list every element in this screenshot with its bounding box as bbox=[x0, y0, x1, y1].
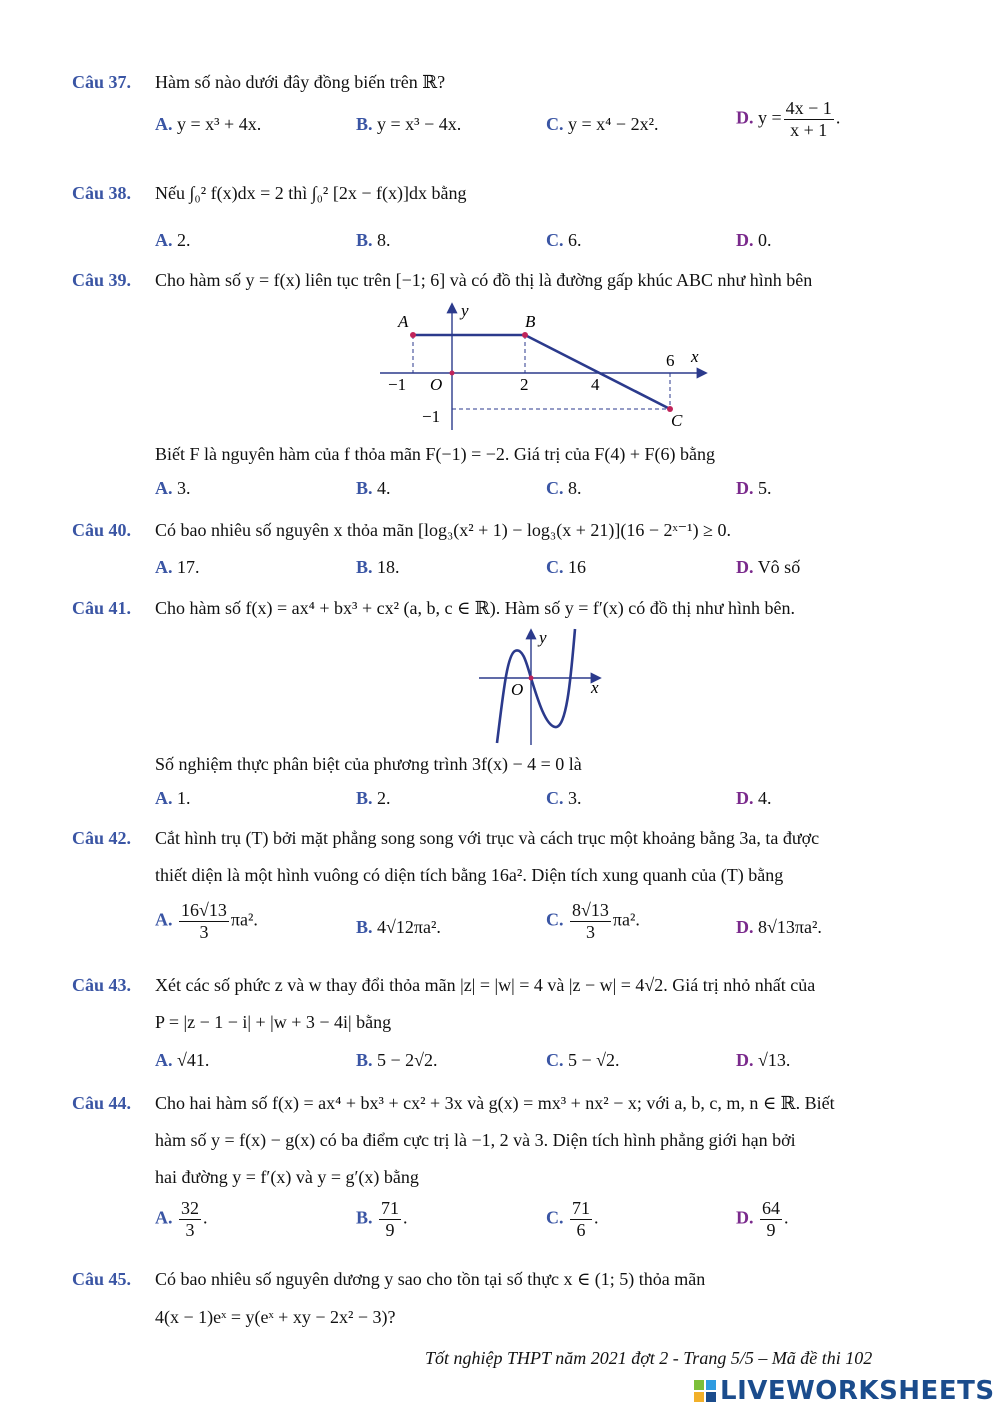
option-letter: A. bbox=[155, 1050, 173, 1070]
option-letter: C. bbox=[546, 788, 564, 808]
fraction bbox=[784, 98, 834, 140]
option-text: √41. bbox=[177, 1050, 210, 1070]
fraction bbox=[760, 1198, 782, 1240]
option-letter: D. bbox=[736, 1050, 754, 1070]
q42-option-d[interactable] bbox=[736, 917, 822, 938]
tick-4: 4 bbox=[591, 375, 600, 394]
numerator: 64 bbox=[762, 1198, 780, 1218]
label-o: O bbox=[511, 680, 524, 699]
denominator: 9 bbox=[385, 1219, 395, 1240]
option-letter: D. bbox=[736, 557, 754, 577]
q38-option-d[interactable] bbox=[736, 230, 772, 251]
question-38-stem: Nếu ∫₀² f(x)dx = 2 thì ∫₀² [2x − f(x)]dx bằng bbox=[155, 183, 467, 203]
label-x: x bbox=[591, 678, 599, 697]
origin-point bbox=[529, 676, 534, 681]
denominator: 6 bbox=[576, 1219, 586, 1240]
option-letter: B. bbox=[356, 788, 373, 808]
q39-option-b[interactable] bbox=[356, 478, 391, 499]
option-letter: B. bbox=[356, 917, 373, 937]
q42-option-b[interactable] bbox=[356, 917, 441, 938]
question-44-line2: hàm số y = f(x) − g(x) có ba điểm cực trị là −1, 2 và 3. Diện tích hình phẳng giới hạn bởi bbox=[155, 1130, 796, 1150]
q37-option-c[interactable] bbox=[546, 114, 658, 135]
option-text: . bbox=[594, 1207, 599, 1228]
label-b: B bbox=[525, 312, 536, 331]
denominator: 3 bbox=[199, 921, 209, 942]
option-letter: C. bbox=[546, 1207, 564, 1228]
q37-option-a[interactable] bbox=[155, 114, 261, 135]
option-text: 3. bbox=[177, 478, 191, 498]
q41-option-c[interactable] bbox=[546, 788, 582, 809]
option-letter: C. bbox=[546, 230, 564, 250]
q40-option-a[interactable] bbox=[155, 557, 200, 578]
option-text: 5 − √2. bbox=[568, 1050, 620, 1070]
numerator: 16√13 bbox=[181, 900, 227, 920]
option-text: y = x³ − 4x. bbox=[377, 114, 462, 134]
question-42-line2: thiết diện là một hình vuông có diện tích bằng 16a². Diện tích xung quanh của (T) bằng bbox=[155, 865, 784, 885]
option-letter: D. bbox=[736, 478, 754, 498]
label-a: A bbox=[398, 312, 409, 331]
option-letter: C. bbox=[546, 1050, 564, 1070]
q43-option-b[interactable] bbox=[356, 1050, 438, 1071]
option-letter: B. bbox=[356, 557, 373, 577]
question-37-label: Câu 37. bbox=[72, 72, 132, 92]
option-text: 0. bbox=[758, 230, 772, 250]
option-letter: D. bbox=[736, 1207, 754, 1228]
fraction bbox=[570, 900, 611, 942]
question-43-line1: Xét các số phức z và w thay đổi thỏa mãn |z| = |w| = 4 và |z − w| = 4√2. Giá trị nhỏ nhất của bbox=[155, 975, 816, 995]
question-40-label: Câu 40. bbox=[72, 520, 132, 540]
option-text: Vô số bbox=[757, 557, 801, 577]
liveworksheets-logo[interactable] bbox=[694, 1376, 995, 1406]
option-text: . bbox=[784, 1207, 789, 1228]
option-text: 5. bbox=[758, 478, 772, 498]
q37-option-d[interactable] bbox=[736, 98, 840, 140]
q43-option-c[interactable] bbox=[546, 1050, 620, 1071]
question-45-line1: Có bao nhiêu số nguyên dương y sao cho tồn tại số thực x ∈ (1; 5) thỏa mãn bbox=[155, 1269, 706, 1289]
q44-option-d[interactable] bbox=[736, 1198, 789, 1240]
option-text: 2. bbox=[377, 788, 391, 808]
point-b bbox=[522, 332, 528, 338]
numerator: 71 bbox=[572, 1198, 590, 1218]
question-42-label: Câu 42. bbox=[72, 828, 132, 848]
question-37-stem: Hàm số nào dưới đây đồng biến trên ℝ? bbox=[155, 72, 446, 92]
option-text: 8√13πa². bbox=[758, 917, 822, 937]
question-43-line2: P = |z − 1 − i| + |w + 3 − 4i| bằng bbox=[155, 1012, 392, 1032]
option-text: 1. bbox=[177, 788, 191, 808]
numerator: 4x − 1 bbox=[785, 98, 832, 118]
option-text: 3. bbox=[568, 788, 582, 808]
option-letter: D. bbox=[736, 107, 754, 128]
question-45-line2: 4(x − 1)eˣ = y(eˣ + xy − 2x² − 3)? bbox=[155, 1307, 396, 1327]
numerator: 32 bbox=[181, 1198, 199, 1218]
option-letter: C. bbox=[546, 557, 564, 577]
option-text: 18. bbox=[377, 557, 400, 577]
option-text: y = x⁴ − 2x². bbox=[568, 114, 659, 134]
option-letter: C. bbox=[546, 114, 564, 134]
page-footer: Tốt nghiệp THPT năm 2021 đợt 2 - Trang 5/5 – Mã đề thi 102 bbox=[425, 1348, 873, 1368]
option-text: y = bbox=[758, 107, 782, 128]
q37-option-b[interactable] bbox=[356, 114, 461, 135]
question-41-label: Câu 41. bbox=[72, 598, 132, 618]
label-x: x bbox=[691, 347, 699, 366]
question-44-label: Câu 44. bbox=[72, 1093, 132, 1113]
option-text: . bbox=[835, 107, 841, 128]
option-letter: C. bbox=[546, 909, 564, 930]
tick-2: 2 bbox=[520, 375, 529, 394]
q44-option-a[interactable] bbox=[155, 1198, 208, 1240]
q41-graph bbox=[475, 625, 605, 747]
denominator: 3 bbox=[185, 1219, 195, 1240]
option-letter: A. bbox=[155, 230, 173, 250]
label-o: O bbox=[430, 375, 443, 394]
option-text: πa². bbox=[230, 909, 258, 930]
q42-option-a[interactable] bbox=[155, 900, 258, 942]
question-38-label: Câu 38. bbox=[72, 183, 132, 203]
option-text: 17. bbox=[177, 557, 200, 577]
numerator: 8√13 bbox=[572, 900, 609, 920]
q38-option-b[interactable] bbox=[356, 230, 391, 251]
option-letter: B. bbox=[356, 114, 373, 134]
option-letter: A. bbox=[155, 788, 173, 808]
q43-option-a[interactable] bbox=[155, 1050, 209, 1071]
derivative-curve bbox=[497, 629, 575, 743]
q39-option-d[interactable] bbox=[736, 478, 772, 499]
option-letter: A. bbox=[155, 557, 173, 577]
q41-option-a[interactable] bbox=[155, 788, 191, 809]
option-text: 8. bbox=[568, 478, 582, 498]
q44-option-b[interactable] bbox=[356, 1198, 408, 1240]
option-letter: D. bbox=[736, 917, 754, 937]
question-44-line3: hai đường y = f′(x) và y = g′(x) bằng bbox=[155, 1167, 419, 1187]
q42-option-c[interactable] bbox=[546, 900, 640, 942]
liveworksheets-logo-icon bbox=[694, 1380, 716, 1402]
option-letter: D. bbox=[736, 230, 754, 250]
option-text: 16 bbox=[568, 557, 586, 577]
q40-option-d[interactable] bbox=[736, 557, 800, 578]
option-text: y = x³ + 4x. bbox=[177, 114, 262, 134]
origin-point bbox=[450, 371, 455, 376]
q38-option-c[interactable] bbox=[546, 230, 582, 251]
option-text: 6. bbox=[568, 230, 582, 250]
q41-option-b[interactable] bbox=[356, 788, 391, 809]
option-text: √13. bbox=[758, 1050, 791, 1070]
denominator: x + 1 bbox=[790, 119, 828, 140]
option-text: πa². bbox=[612, 909, 640, 930]
question-39-follow: Biết F là nguyên hàm của f thỏa mãn F(−1) = −2. Giá trị của F(4) + F(6) bằng bbox=[155, 444, 715, 464]
q38-option-a[interactable] bbox=[155, 230, 191, 251]
option-letter: A. bbox=[155, 1207, 173, 1228]
question-42-line1: Cắt hình trụ (T) bởi mặt phẳng song song với trục và cách trục một khoảng bằng 3a, ta được bbox=[155, 828, 820, 848]
option-letter: A. bbox=[155, 478, 173, 498]
q40-option-b[interactable] bbox=[356, 557, 400, 578]
numerator: 71 bbox=[381, 1198, 400, 1218]
q39-option-c[interactable] bbox=[546, 478, 582, 499]
option-text: . bbox=[403, 1207, 408, 1228]
option-letter: A. bbox=[155, 909, 173, 930]
option-text: 4. bbox=[377, 478, 391, 498]
option-text: 8. bbox=[377, 230, 391, 250]
q44-option-c[interactable] bbox=[546, 1198, 599, 1240]
option-text: 4. bbox=[758, 788, 772, 808]
option-text: 5 − 2√2. bbox=[377, 1050, 438, 1070]
question-43-label: Câu 43. bbox=[72, 975, 132, 995]
label-y: y bbox=[539, 628, 547, 647]
option-letter: C. bbox=[546, 478, 564, 498]
tick-y-neg1: −1 bbox=[422, 407, 441, 426]
option-letter: D. bbox=[736, 788, 754, 808]
question-40-stem: Có bao nhiêu số nguyên x thỏa mãn [log₃(x² + 1) − log₃(x + 21)](16 − 2ˣ⁻¹) ≥ 0. bbox=[155, 520, 731, 540]
fraction bbox=[570, 1198, 592, 1240]
option-letter: B. bbox=[356, 1207, 373, 1228]
tick-neg1: −1 bbox=[388, 375, 407, 394]
question-41-stem: Cho hàm số f(x) = ax⁴ + bx³ + cx² (a, b, c ∈ ℝ). Hàm số y = f′(x) có đồ thị như hình bên. bbox=[155, 598, 796, 618]
option-letter: B. bbox=[356, 478, 373, 498]
liveworksheets-wordmark: LIVEWORKSHEETS bbox=[720, 1376, 995, 1406]
option-letter: A. bbox=[155, 114, 173, 134]
question-39-stem: Cho hàm số y = f(x) liên tục trên [−1; 6] và có đồ thị là đường gấp khúc ABC như hình bên bbox=[155, 270, 813, 290]
option-letter: B. bbox=[356, 1050, 373, 1070]
label-y: y bbox=[461, 301, 469, 320]
fraction bbox=[179, 900, 229, 942]
question-41-follow: Số nghiệm thực phân biệt của phương trình 3f(x) − 4 = 0 là bbox=[155, 754, 582, 774]
question-39-label: Câu 39. bbox=[72, 270, 132, 290]
option-text: 4√12πa². bbox=[377, 917, 441, 937]
point-a bbox=[410, 332, 416, 338]
denominator: 9 bbox=[766, 1219, 776, 1240]
q43-option-d[interactable] bbox=[736, 1050, 790, 1071]
fraction bbox=[179, 1198, 201, 1240]
label-c: C bbox=[671, 411, 683, 430]
question-45-label: Câu 45. bbox=[72, 1269, 132, 1289]
option-text: 2. bbox=[177, 230, 191, 250]
option-letter: B. bbox=[356, 230, 373, 250]
q39-option-a[interactable] bbox=[155, 478, 191, 499]
q39-graph bbox=[370, 300, 720, 435]
q40-option-c[interactable] bbox=[546, 557, 586, 578]
option-text: . bbox=[203, 1207, 208, 1228]
tick-6: 6 bbox=[666, 351, 675, 370]
denominator: 3 bbox=[585, 921, 595, 942]
fraction bbox=[379, 1198, 401, 1240]
q41-option-d[interactable] bbox=[736, 788, 772, 809]
question-44-line1: Cho hai hàm số f(x) = ax⁴ + bx³ + cx² + 3x và g(x) = mx³ + nx² − x; với a, b, c, m, n ∈ ℝ. Biết bbox=[155, 1093, 835, 1113]
